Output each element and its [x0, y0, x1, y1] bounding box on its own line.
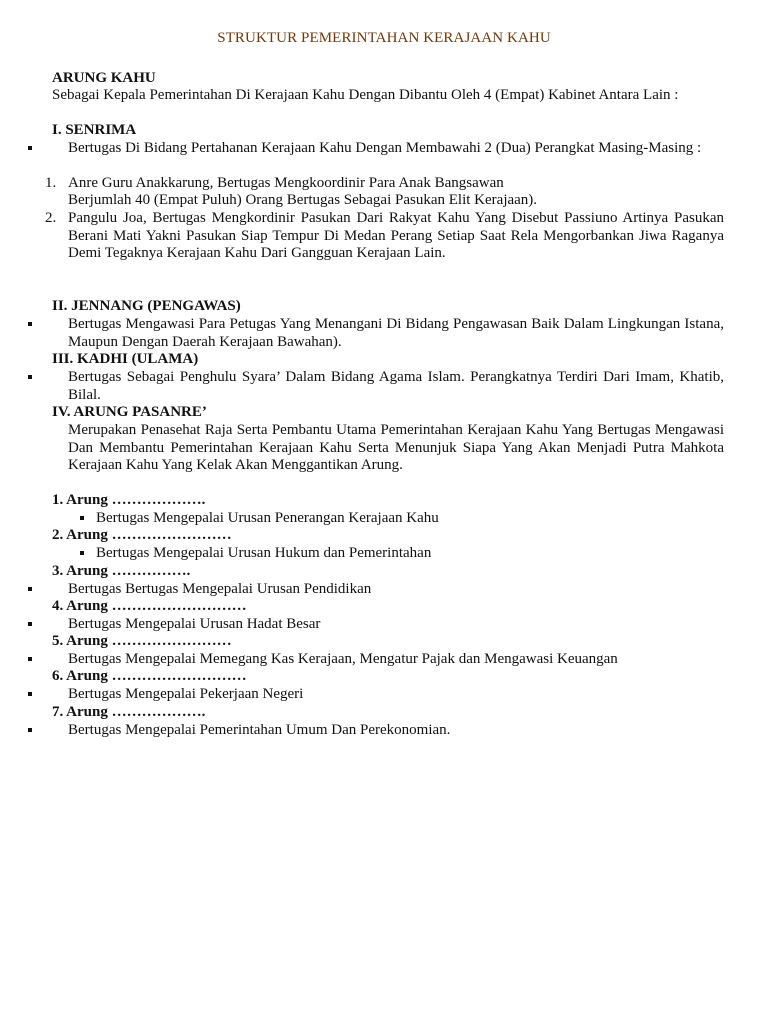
bullet-marker — [28, 728, 32, 732]
bullet-marker — [28, 622, 32, 626]
arung-4-duty: Bertugas Mengepalai Urusan Hadat Besar — [68, 616, 321, 632]
bullet-marker — [28, 657, 32, 661]
jennang-heading: II. JENNANG (PENGAWAS) — [52, 298, 241, 314]
arung-7-duty: Bertugas Mengepalai Pemerintahan Umum Dan Perekonomian. — [68, 722, 451, 738]
list-marker-1: 1. — [45, 175, 57, 191]
arung-1-duty: Bertugas Mengepalai Urusan Penerangan Kerajaan Kahu — [96, 510, 439, 526]
kadhi-heading: III. KADHI (ULAMA) — [52, 351, 199, 367]
anre-guru-line1: Anre Guru Anakkarung, Bertugas Mengkoordinir Para Anak Bangsawan — [68, 175, 504, 191]
arung-5-duty: Bertugas Mengepalai Memegang Kas Kerajaan, Mengatur Pajak dan Mengawasi Keuangan — [68, 651, 618, 667]
arung-2-duty: Bertugas Mengepalai Urusan Hukum dan Pemerintahan — [96, 545, 432, 561]
arung-kahu-heading: ARUNG KAHU — [52, 70, 156, 86]
bullet-marker — [28, 375, 32, 379]
bullet-marker — [28, 322, 32, 326]
arung-7-heading: 7. Arung ………………. — [52, 704, 206, 720]
bullet-marker — [28, 146, 32, 150]
document-title: STRUKTUR PEMERINTAHAN KERAJAAN KAHU — [217, 30, 551, 46]
arung-6-duty: Bertugas Mengepalai Pekerjaan Negeri — [68, 686, 304, 702]
bullet-marker — [80, 516, 84, 520]
arung-pasanre-text: Merupakan Penasehat Raja Serta Pembantu Utama Pemerintahan Kerajaan Kahu Yang Bertugas Mengawasi Dan Membantu Pemerintahan Kerajaan Kahu Serta Menunjuk Siapa Yang Akan Menjadi Putra Mahkota Kerajaan Kahu Yang Kelak Akan Menggantikan Arung. — [68, 422, 724, 474]
arung-6-heading: 6. Arung ……………………… — [52, 668, 247, 684]
arung-kahu-text: Sebagai Kepala Pemerintahan Di Kerajaan Kahu Dengan Dibantu Oleh 4 (Empat) Kabinet Antara Lain : — [52, 87, 679, 103]
anre-guru-line2: Berjumlah 40 (Empat Puluh) Orang Bertugas Sebagai Pasukan Elit Kerajaan). — [68, 192, 538, 208]
bullet-marker — [28, 692, 32, 696]
jennang-bullet-text: Bertugas Mengawasi Para Petugas Yang Menangani Di Bidang Pengawasan Baik Dalam Lingkungan Istana, Maupun Dengan Daerah Kerajaan Bawahan). — [68, 316, 724, 350]
arung-5-heading: 5. Arung …………………… — [52, 633, 232, 649]
pangulu-joa-text: Pangulu Joa, Bertugas Mengkordinir Pasukan Dari Rakyat Kahu Yang Disebut Passiuno Artinya Pasukan Berani Mati Yakni Pasukan Siap Tempur Di Medan Perang Setiap Saat Rela Mengorbankan Jiwa Raganya Demi Tegaknya Kerajaan Kahu Dari Gangguan Kerajaan Lain. — [68, 210, 724, 262]
arung-pasanre-heading: IV. ARUNG PASANRE’ — [52, 404, 207, 420]
arung-1-heading: 1. Arung ………………. — [52, 492, 206, 508]
bullet-marker — [28, 587, 32, 591]
list-marker-2: 2. — [45, 210, 57, 226]
bullet-marker — [80, 551, 84, 555]
senrima-bullet-text: Bertugas Di Bidang Pertahanan Kerajaan Kahu Dengan Membawahi 2 (Dua) Perangkat Masing-Masing : — [68, 140, 702, 156]
kadhi-bullet-text: Bertugas Sebagai Penghulu Syara’ Dalam Bidang Agama Islam. Perangkatnya Terdiri Dari Imam, Khatib, Bilal. — [68, 369, 724, 403]
arung-2-heading: 2. Arung …………………… — [52, 527, 232, 543]
arung-4-heading: 4. Arung ……………………… — [52, 598, 247, 614]
arung-3-heading: 3. Arung ……………. — [52, 563, 191, 579]
arung-3-duty: Bertugas Bertugas Mengepalai Urusan Pendidikan — [68, 581, 372, 597]
senrima-heading: I. SENRIMA — [52, 122, 137, 138]
